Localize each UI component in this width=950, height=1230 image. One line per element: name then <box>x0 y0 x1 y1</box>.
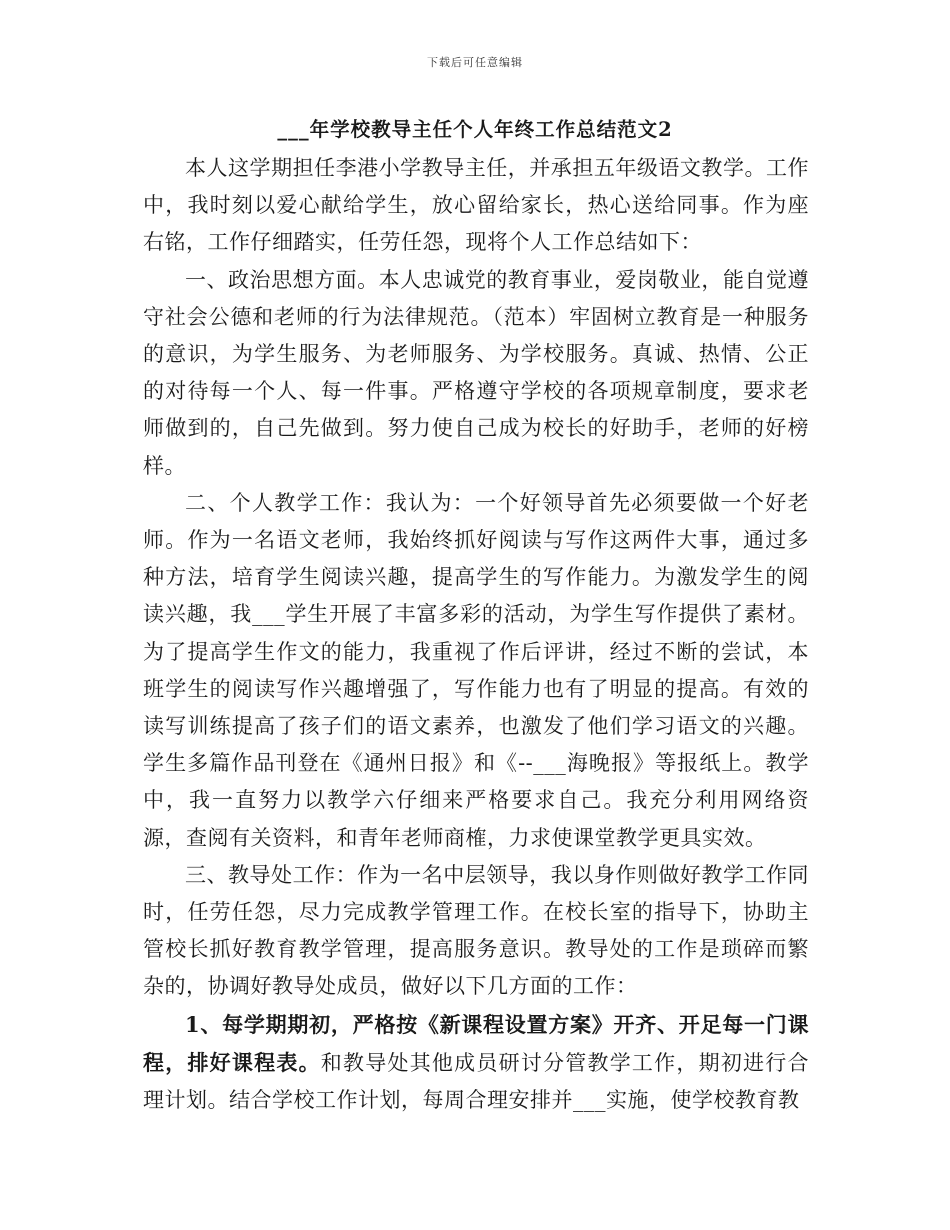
paragraph-political: 一、政治思想方面。本人忠诚党的教育事业，爱岗敬业，能自觉遵守社会公德和老师的行为法律规范。（范本）牢固树立教育是一种服务的意识，为学生服务、为老师服务、为学校服务。真诚、热情、公正的对待每一个人、每一件事。严格遵守学校的各项规章制度，要求老师做到的，自己先做到。努力使自己成为校长的好助手，老师的好榜样。 <box>143 267 809 478</box>
paragraph-item-1-bold: 1、每学期期初，严格按《新课程设置方案》开齐、开足每一门课程，排好课程表。 <box>143 1011 809 1075</box>
paragraph-item-1-rest: 和教导处其他成员研讨分管教学工作，期初进行合理计划。结合学校工作计划，每周合理安排并___实施，使学校教育教 <box>143 1050 810 1113</box>
page-header-note: 下载后可任意编辑 <box>427 56 523 69</box>
paragraph-intro: 本人这学期担任李港小学教导主任，并承担五年级语文教学。工作中，我时刻以爱心献给学生，放心留给家长，热心送给同事。作为座右铭，工作仔细踏实，任劳任怨，现将个人工作总结如下： <box>143 156 809 255</box>
paragraph-teaching: 二、个人教学工作：我认为：一个好领导首先必须要做一个好老师。作为一名语文老师，我始终抓好阅读与写作这两件大事，通过多种方法，培育学生阅读兴趣，提高学生的写作能力。为激发学生的阅读兴趣，我___学生开展了丰富多彩的活动，为学生写作提供了素材。为了提高学生作文的能力，我重视了作后评讲，经过不断的尝试，本班学生的阅读写作兴趣增强了，写作能力也有了明显的提高。有效的读写训练提高了孩子们的语文素养，也激发了他们学习语文的兴趣。学生多篇作品刊登在《通州日报》和《--___海晚报》等报纸上。教学中，我一直努力以教学六仔细来严格要求自己。我充分利用网络资源，查阅有关资料，和青年老师商榷，力求使课堂教学更具实效。 <box>143 490 809 850</box>
paragraph-office-work: 三、教导处工作：作为一名中层领导，我以身作则做好教学工作同时，任劳任怨，尽力完成教学管理工作。在校长室的指导下，协助主管校长抓好教育教学管理，提高服务意识。教导处的工作是琐碎而繁杂的，协调好教导处成员，做好以下几方面的工作： <box>143 862 809 999</box>
document-body <box>143 150 809 1119</box>
paragraph-item-1 <box>143 1006 809 1120</box>
document-title: ___年学校教导主任个人年终工作总结范文2 <box>277 118 673 141</box>
